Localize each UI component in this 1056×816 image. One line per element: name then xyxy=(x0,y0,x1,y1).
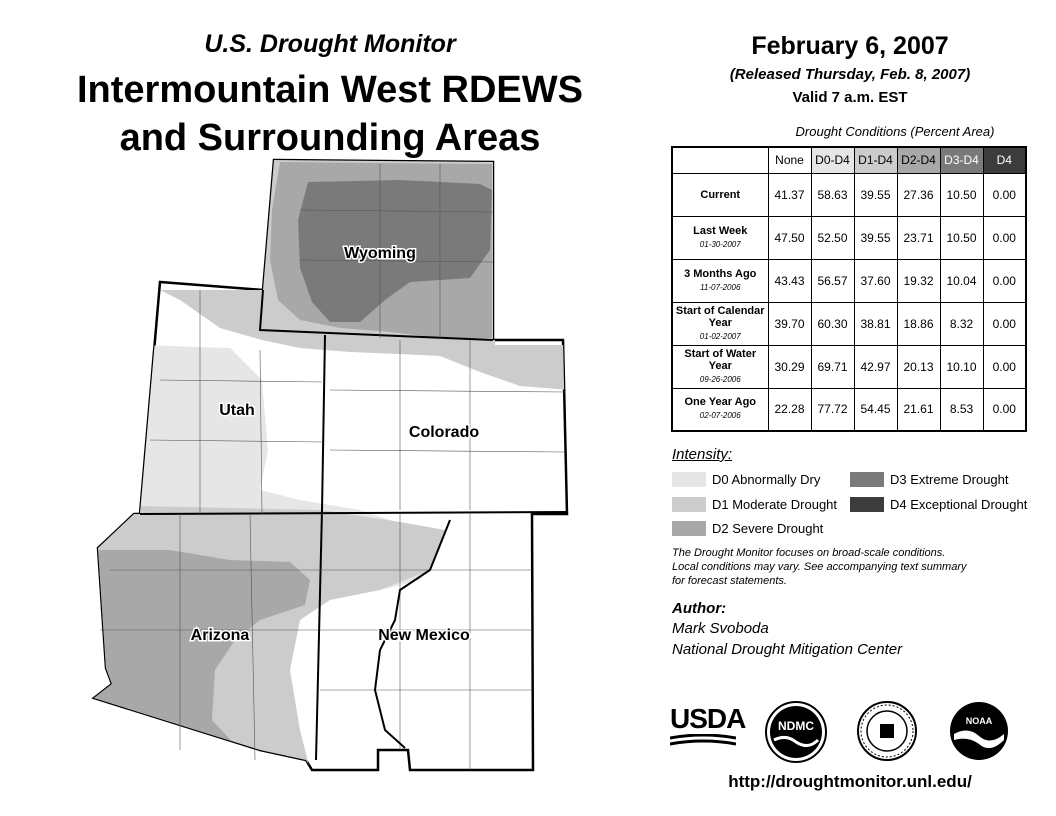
table-row xyxy=(672,345,1026,388)
table-row xyxy=(672,173,1026,216)
row-label xyxy=(672,345,768,388)
usda-swoosh-icon xyxy=(670,734,736,750)
ndmc-logo-text: NDMC xyxy=(778,719,814,733)
row-date: 11-07-2006 xyxy=(700,282,741,292)
release-note: (Released Thursday, Feb. 8, 2007) xyxy=(729,66,971,83)
row-label-text: 3 Months Ago xyxy=(684,267,757,280)
legend-d0 xyxy=(672,472,820,487)
conditions-caption: Drought Conditions (Percent Area) xyxy=(795,124,995,139)
legend-d1-swatch xyxy=(672,497,706,512)
table-row xyxy=(672,388,1026,431)
usda-logo: USDA xyxy=(670,703,746,734)
state-label-arizona: Arizona xyxy=(190,627,250,644)
table-cell: 0.00 xyxy=(983,259,1026,302)
table-cell: 54.45 xyxy=(854,388,897,431)
table-cell: 23.71 xyxy=(897,216,940,259)
noaa-logo-text: NOAA xyxy=(965,716,993,726)
table-cell: 42.97 xyxy=(854,345,897,388)
valid-date: February 6, 2007 xyxy=(751,32,949,60)
legend-d4-swatch xyxy=(850,497,884,512)
disclaimer-line2: Local conditions may vary. See accompanying text summary xyxy=(672,561,967,573)
author-name: Mark Svoboda xyxy=(672,620,769,637)
row-label-text: Start of Calendar Year xyxy=(675,304,765,329)
table-cell: 10.50 xyxy=(940,173,983,216)
legend-d3-label: D3 Extreme Drought xyxy=(890,472,1009,487)
row-label xyxy=(672,259,768,302)
table-cell: 39.70 xyxy=(768,302,811,345)
table-cell: 43.43 xyxy=(768,259,811,302)
col-d1-d4: D1-D4 xyxy=(854,147,897,173)
table-cell: 56.57 xyxy=(811,259,854,302)
table-cell: 52.50 xyxy=(811,216,854,259)
ndmc-logo-icon xyxy=(764,700,828,764)
drought-map xyxy=(0,150,660,790)
map-title xyxy=(0,66,660,162)
table-cell: 8.53 xyxy=(940,388,983,431)
table-cell: 21.61 xyxy=(897,388,940,431)
table-cell: 39.55 xyxy=(854,216,897,259)
legend-d0-swatch xyxy=(672,472,706,487)
website-url[interactable]: http://droughtmonitor.unl.edu/ xyxy=(728,772,972,791)
row-date: 01-30-2007 xyxy=(699,239,741,249)
table-header-row xyxy=(672,147,1026,173)
table-row xyxy=(672,216,1026,259)
table-cell: 0.00 xyxy=(983,388,1026,431)
row-label-text: Start of Water Year xyxy=(684,347,757,372)
table-cell: 0.00 xyxy=(983,216,1026,259)
legend-d3 xyxy=(850,472,1009,487)
table-cell: 18.86 xyxy=(897,302,940,345)
disclaimer-line1: The Drought Monitor focuses on broad-scale conditions. xyxy=(672,547,946,559)
col-d3-d4: D3-D4 xyxy=(940,147,983,173)
table-cell: 41.37 xyxy=(768,173,811,216)
table-cell: 77.72 xyxy=(811,388,854,431)
table-cell: 19.32 xyxy=(897,259,940,302)
state-label-wyoming: Wyoming xyxy=(344,245,416,262)
legend-d4-label: D4 Exceptional Drought xyxy=(890,497,1028,512)
table-cell: 10.04 xyxy=(940,259,983,302)
table-cell: 0.00 xyxy=(983,173,1026,216)
row-date: 09-26-2006 xyxy=(699,374,741,384)
map-title-line2: and Surrounding Areas xyxy=(119,117,541,159)
row-label xyxy=(672,388,768,431)
row-label xyxy=(672,216,768,259)
row-date: 01-02-2007 xyxy=(699,331,741,341)
valid-time: Valid 7 a.m. EST xyxy=(792,89,908,106)
table-cell: 10.50 xyxy=(940,216,983,259)
legend-d4 xyxy=(850,497,1027,512)
col-d4: D4 xyxy=(983,147,1026,173)
disclaimer-line3: for forecast statements. xyxy=(672,575,787,587)
commerce-seal-icon xyxy=(856,700,918,762)
table-cell: 58.63 xyxy=(811,173,854,216)
legend-d1 xyxy=(672,497,837,512)
row-label-text: Current xyxy=(700,188,741,201)
table-cell: 27.36 xyxy=(897,173,940,216)
table-row xyxy=(672,302,1026,345)
table-cell: 69.71 xyxy=(811,345,854,388)
table-cell: 60.30 xyxy=(811,302,854,345)
monitor-heading: U.S. Drought Monitor xyxy=(204,30,456,58)
row-label xyxy=(672,173,768,216)
map-title-line1: Intermountain West RDEWS xyxy=(77,69,583,111)
legend-d2-swatch xyxy=(672,521,706,536)
row-label xyxy=(672,302,768,345)
noaa-logo-icon xyxy=(948,700,1010,762)
author-label: Author: xyxy=(672,600,727,617)
conditions-table xyxy=(671,146,1027,432)
table-cell: 47.50 xyxy=(768,216,811,259)
legend-d0-label: D0 Abnormally Dry xyxy=(712,472,821,487)
table-cell: 8.32 xyxy=(940,302,983,345)
table-cell: 20.13 xyxy=(897,345,940,388)
row-date: 02-07-2006 xyxy=(699,411,741,421)
row-label-text: Last Week xyxy=(693,224,748,237)
state-label-colorado: Colorado xyxy=(408,424,480,441)
disclaimer xyxy=(672,546,1032,588)
row-label-text: One Year Ago xyxy=(684,396,757,409)
author-org: National Drought Mitigation Center xyxy=(672,641,903,658)
table-row xyxy=(672,259,1026,302)
table-cell: 30.29 xyxy=(768,345,811,388)
table-cell: 0.00 xyxy=(983,302,1026,345)
col-none: None xyxy=(768,147,811,173)
table-cell: 22.28 xyxy=(768,388,811,431)
table-cell: 38.81 xyxy=(854,302,897,345)
legend-d2-label: D2 Severe Drought xyxy=(712,521,824,536)
table-cell: 0.00 xyxy=(983,345,1026,388)
state-label-new-mexico: New Mexico xyxy=(378,627,470,644)
legend-d1-label: D1 Moderate Drought xyxy=(712,497,838,512)
col-d0-d4: D0-D4 xyxy=(811,147,854,173)
col-d2-d4: D2-D4 xyxy=(897,147,940,173)
legend-d2 xyxy=(672,521,823,536)
header-blank xyxy=(672,147,768,173)
table-cell: 10.10 xyxy=(940,345,983,388)
table-cell: 37.60 xyxy=(854,259,897,302)
table-cell: 39.55 xyxy=(854,173,897,216)
state-label-utah: Utah xyxy=(219,402,255,419)
intensity-title: Intensity: xyxy=(672,446,733,463)
legend-d3-swatch xyxy=(850,472,884,487)
